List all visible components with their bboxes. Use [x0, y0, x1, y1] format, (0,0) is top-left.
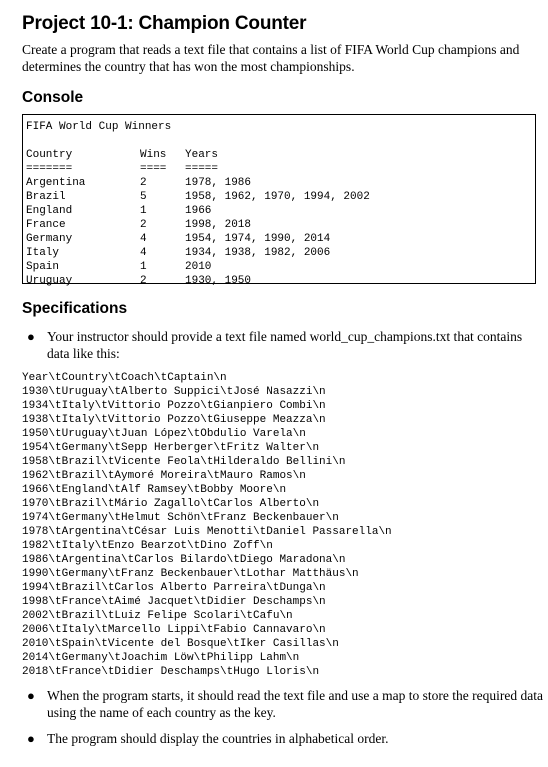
code-line: 1930\tUruguay\tAlberto Suppici\tJosé Nasazzi\n: [22, 386, 326, 398]
code-line: 1998\tFrance\tAimé Jacquet\tDidier Deschamps\n: [22, 596, 326, 608]
console-cell-years: 1958, 1962, 1970, 1994, 2002: [185, 191, 370, 203]
console-cell-years: 2010: [185, 261, 212, 273]
code-line: 2010\tSpain\tVicente del Bosque\tIker Casillas\n: [22, 638, 339, 650]
code-line: 2006\tItaly\tMarcello Lippi\tFabio Cannavaro\n: [22, 624, 326, 636]
console-cell-wins: 2: [140, 219, 147, 231]
code-line: 1986\tArgentina\tCarlos Bilardo\tDiego Maradona\n: [22, 554, 346, 566]
console-row: [26, 232, 535, 246]
console-cell-country: Brazil: [26, 191, 66, 203]
console-header-country: Country: [26, 149, 73, 161]
console-cell-wins: 4: [140, 247, 147, 259]
code-line: 2002\tBrazil\tLuiz Felipe Scolari\tCafu\n: [22, 610, 293, 622]
console-cell-country: Spain: [26, 261, 60, 273]
console-underline-country: =======: [26, 163, 73, 175]
console-row: [26, 176, 535, 190]
code-line: 1958\tBrazil\tVicente Feola\tHilderaldo Bellini\n: [22, 456, 346, 468]
console-underline-row: [26, 162, 535, 176]
console-heading: Console: [22, 89, 84, 106]
code-line: 1934\tItaly\tVittorio Pozzo\tGianpiero Combi\n: [22, 400, 326, 412]
console-cell-country: Italy: [26, 247, 60, 259]
console-row: [26, 274, 535, 288]
code-line: 2014\tGermany\tJoachim Löw\tPhilipp Lahm\n: [22, 652, 300, 664]
console-cell-years: 1998, 2018: [185, 219, 252, 231]
console-cell-years: 1978, 1986: [185, 177, 252, 189]
bullet-dot: ●: [27, 731, 35, 746]
console-cell-wins: 1: [140, 205, 147, 217]
console-cell-country: Argentina: [26, 177, 86, 189]
code-line: 1990\tGermany\tFranz Beckenbauer\tLothar Matthäus\n: [22, 568, 359, 580]
spec-bullet-1: [22, 328, 544, 362]
code-line: 1970\tBrazil\tMário Zagallo\tCarlos Alberto\n: [22, 498, 320, 510]
code-line: 1954\tGermany\tSepp Herberger\tFritz Walter\n: [22, 442, 320, 454]
console-header-years: Years: [185, 149, 219, 161]
spec-bullet-3: [22, 730, 544, 747]
console-row: [26, 260, 535, 274]
code-line: 1994\tBrazil\tCarlos Alberto Parreira\tDunga\n: [22, 582, 326, 594]
document-page: [22, 0, 542, 747]
console-output-box: [22, 114, 536, 287]
code-line: 2018\tFrance\tDidier Deschamps\tHugo Lloris\n: [22, 666, 320, 678]
console-cell-years: 1934, 1938, 1982, 2006: [185, 247, 331, 259]
bullet-dot: ●: [27, 688, 35, 703]
code-line: 1978\tArgentina\tCésar Luis Menotti\tDaniel Passarella\n: [22, 526, 392, 538]
spec-bullet-2: [22, 687, 544, 721]
code-line: 1966\tEngland\tAlf Ramsey\tBobby Moore\n: [22, 484, 287, 496]
console-cell-country: Germany: [26, 233, 73, 245]
spec-bullet-1-text: Your instructor should provide a text file named world_cup_champions.txt that contains data like this:: [47, 329, 523, 361]
sample-data-code-block: [22, 371, 542, 679]
page-title: Project 10-1: Champion Counter: [22, 13, 307, 34]
console-cell-years: 1930, 1950: [185, 275, 252, 287]
specifications-heading: Specifications: [22, 300, 128, 317]
console-rows: [26, 176, 535, 288]
console-cell-wins: 2: [140, 177, 147, 189]
code-line: 1938\tItaly\tVittorio Pozzo\tGiuseppe Meazza\n: [22, 414, 326, 426]
console-cell-years: 1954, 1974, 1990, 2014: [185, 233, 331, 245]
console-underline-years: =====: [185, 163, 219, 175]
console-header-row: [26, 148, 535, 162]
intro-paragraph: Create a program that reads a text file that contains a list of FIFA World Cup champions and determines the country that has won the most championships.: [22, 42, 520, 74]
console-cell-wins: 1: [140, 261, 147, 273]
code-line: Year\tCountry\tCoach\tCaptain\n: [22, 372, 227, 384]
console-underline-wins: ====: [140, 163, 167, 175]
code-line: 1974\tGermany\tHelmut Schön\tFranz Beckenbauer\n: [22, 512, 339, 524]
code-line: 1982\tItaly\tEnzo Bearzot\tDino Zoff\n: [22, 540, 273, 552]
console-row: [26, 218, 535, 232]
bullet-dot: ●: [27, 329, 35, 344]
console-row: [26, 204, 535, 218]
code-line: 1962\tBrazil\tAymoré Moreira\tMauro Ramos\n: [22, 470, 306, 482]
console-cell-wins: 5: [140, 191, 147, 203]
console-cell-country: France: [26, 219, 66, 231]
console-title: FIFA World Cup Winners: [26, 121, 172, 133]
console-cell-country: England: [26, 205, 73, 217]
console-row: [26, 190, 535, 204]
console-row: [26, 246, 535, 260]
code-line: 1950\tUruguay\tJuan López\tObdulio Varela\n: [22, 428, 306, 440]
console-header-wins: Wins: [140, 149, 167, 161]
spec-bullet-3-text: The program should display the countries in alphabetical order.: [47, 731, 389, 746]
console-cell-years: 1966: [185, 205, 212, 217]
console-cell-country: Uruguay: [26, 275, 73, 287]
spec-bullet-2-text: When the program starts, it should read the text file and use a map to store the required data using the name of each country as the key.: [47, 688, 543, 720]
console-cell-wins: 4: [140, 233, 147, 245]
console-cell-wins: 2: [140, 275, 147, 287]
